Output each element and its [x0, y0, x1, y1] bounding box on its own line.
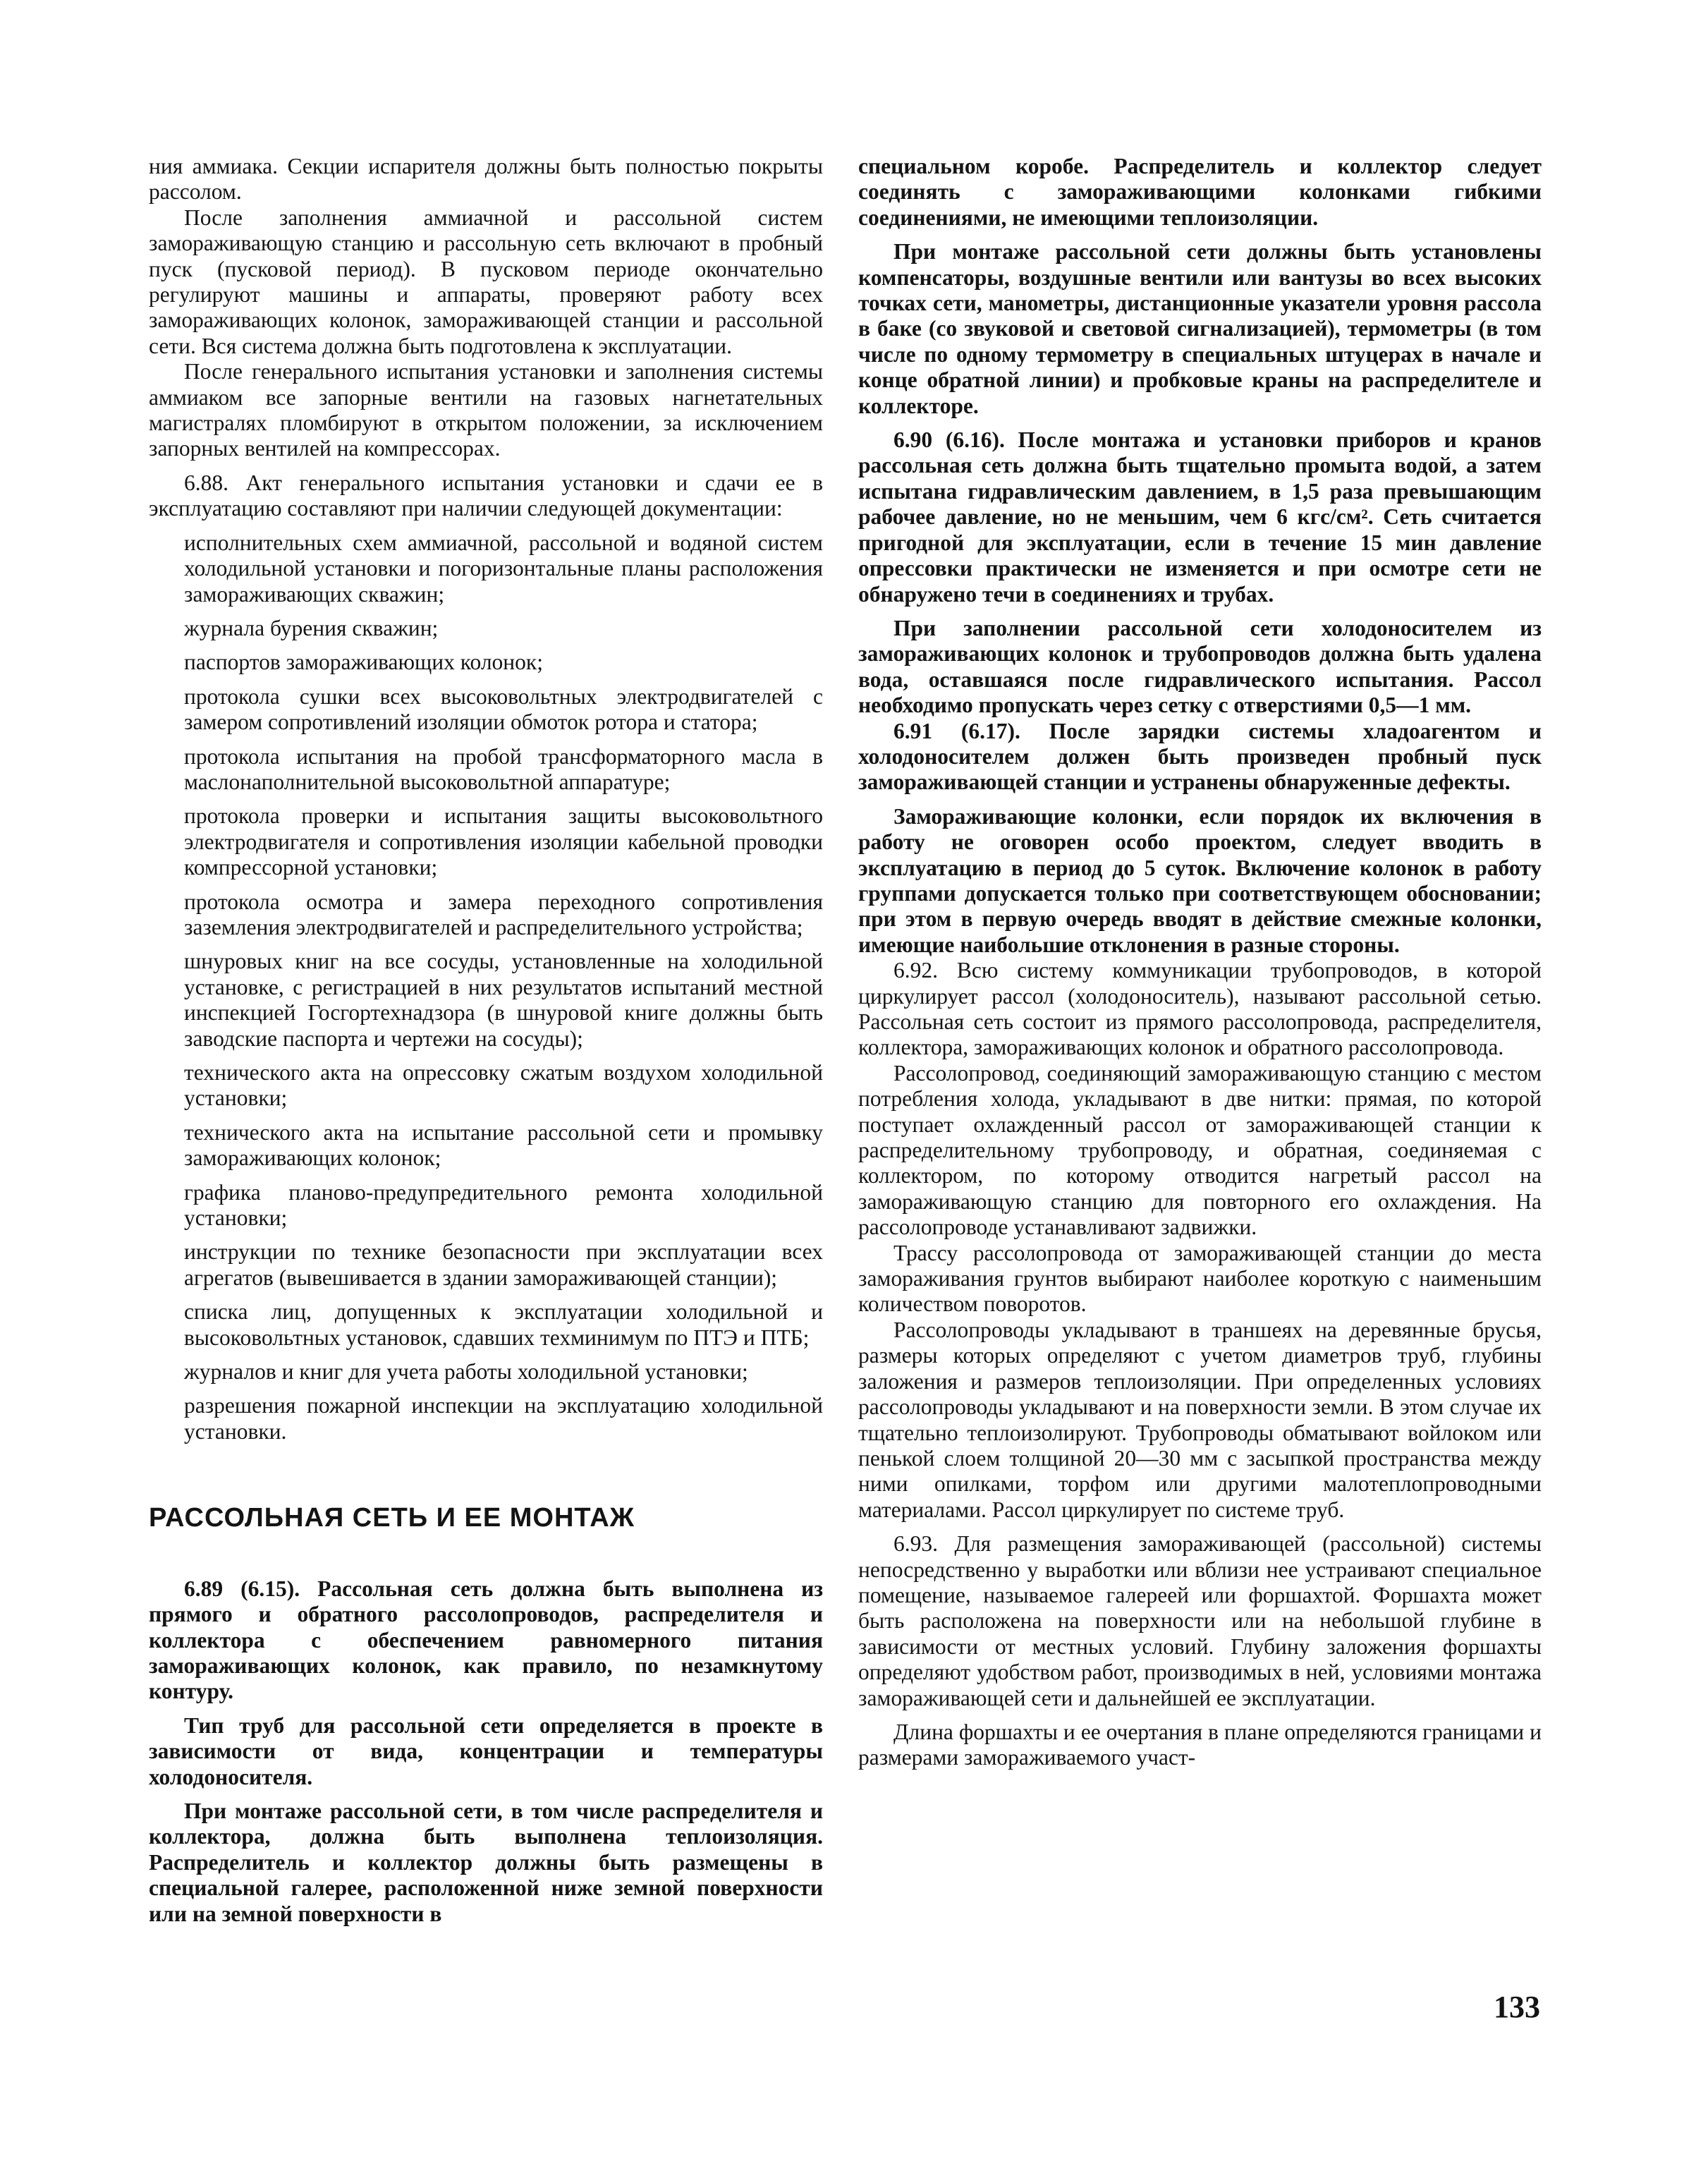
paragraph: специальном коробе. Распределитель и коллектор следует соединять с замораживающими колонками гибкими соединениями, не имеющими теплоизоляции.	[858, 154, 1542, 230]
list-item: разрешения пожарной инспекции на эксплуатацию холодильной установки.	[184, 1393, 823, 1444]
list-item: протокола осмотра и замера переходного сопротивления заземления электродвигателей и распределительного устройства;	[184, 889, 823, 939]
paragraph: Рассолопроводы укладывают в траншеях на деревянные брусья, размеры которых определяют с учетом диаметров труб, глубины заложения и размеров теплоизоляции. При определенных условиях рассолопроводы укладывают и на поверхности земли. В этом случае их тщательно теплоизолируют. Трубопроводы обматывают войлоком или пенькой слоем толщиной 20—30 мм с засыпкой пространства между ними опилками, торфом или другими малотеплопроводными материалами. Рассол циркулирует по системе труб.	[858, 1317, 1542, 1522]
list-item: технического акта на опрессовку сжатым воздухом холодильной установки;	[184, 1060, 823, 1111]
list-item: инструкции по технике безопасности при эксплуатации всех агрегатов (вывешивается в здании замораживающей станции);	[184, 1239, 823, 1290]
paragraph: При монтаже рассольной сети должны быть установлены компенсаторы, воздушные вентили или вантузы во всех высоких точках сети, манометры, дистанционные указатели уровня рассола в баке (со звуковой и световой сигнализацией), термометры (в том числе по одному термометру в специальных штуцерах в начале и конце обратной линии) и пробковые краны на распределителе и коллекторе.	[858, 239, 1542, 418]
paragraph: 6.88. Акт генерального испытания установки и сдачи ее в эксплуатацию составляют при наличии следующей документации:	[149, 470, 823, 521]
paragraph: 6.93. Для размещения замораживающей (рассольной) системы непосредственно у выработки или вблизи нее устраивают специальное помещение, называемое галереей или форшахтой. Форшахта может быть расположена на поверхности или на небольшой глубине в зависимости от местных условий. Глубину заложения форшахты определяют удобством работ, производимых в ней, условиями монтажа замораживающей сети и дальнейшей ее эксплуатации.	[858, 1531, 1542, 1710]
list-item: протокола испытания на пробой трансформаторного масла в маслонаполнительной высоковольтной аппаратуре;	[184, 743, 823, 794]
list-item: протокола сушки всех высоковольтных электродвигателей с замером сопротивлений изоляции обмоток ротора и статора;	[184, 683, 823, 735]
paragraph: После заполнения аммиачной и рассольной систем замораживающую станцию и рассольную сеть включают в пробный пуск (пусковой период). В пусковом периоде окончательно регулируют машины и аппараты, проверяют работу всех замораживающих колонок, замораживающей станции и рассольной сети. Вся система должна быть подготовлена к эксплуатации.	[149, 205, 823, 358]
paragraph: Тип труб для рассольной сети определяется в проекте в зависимости от вида, концентрации и температуры холодоносителя.	[149, 1712, 823, 1789]
list-item: исполнительных схем аммиачной, рассольной и водяной систем холодильной установки и погоризонтальные планы расположения замораживающих скважин;	[184, 530, 823, 607]
list-item: шнуровых книг на все сосуды, установленные на холодильной установке, с регистрацией в них результатов испытаний местной инспекцией Госгортехнадзора (в шнуровой книге должны быть заводские паспорта и чертежи на сосуды);	[184, 949, 823, 1051]
documentation-list	[149, 530, 823, 1445]
paragraph: 6.92. Всю систему коммуникации трубопроводов, в которой циркулирует рассол (холодоноситель), называют рассольной сетью. Рассольная сеть состоит из прямого рассолопровода, распределителя, коллектора, замораживающих колонок и обратного рассолопровода.	[858, 958, 1542, 1060]
list-item: графика планово-предупредительного ремонта холодильной установки;	[184, 1179, 823, 1231]
paragraph: При заполнении рассольной сети холодоносителем из замораживающих колонок и трубопроводов должна быть удалена вода, оставшаяся после гидравлического испытания. Рассол необходимо пропускать через сетку с отверстиями 0,5—1 мм.	[858, 615, 1542, 718]
paragraph: При монтаже рассольной сети, в том числе распределителя и коллектора, должна быть выполнена теплоизоляция. Распределитель и коллектор должны быть размещены в специальной галерее, расположенной ниже земной поверхности или на земной поверхности в	[149, 1798, 823, 1926]
list-item: технического акта на испытание рассольной сети и промывку замораживающих колонок;	[184, 1119, 823, 1171]
paragraph: ния аммиака. Секции испарителя должны быть полностью покрыты рассолом.	[149, 154, 823, 205]
paragraph: 6.91 (6.17). После зарядки системы хладоагентом и холодоносителем должен быть произведен пробный пуск замораживающей станции и устранены обнаруженные дефекты.	[858, 718, 1542, 795]
paragraph: Рассолопровод, соединяющий замораживающую станцию с местом потребления холода, укладывают в две нитки: прямая, по которой поступает охлажденный рассол от замораживающей станции к распределительному трубопроводу, и обратная, соединяемая с коллектором, по которому отводится нагретый рассол на замораживающую станцию для повторного его охлаждения. На рассолопроводе устанавливают задвижки.	[858, 1060, 1542, 1240]
paragraph: 6.89 (6.15). Рассольная сеть должна быть выполнена из прямого и обратного рассолопроводов, распределителя и коллектора с обеспечением равномерного питания замораживающих колонок, как правило, по незамкнутому контуру.	[149, 1576, 823, 1704]
paragraph: Длина форшахты и ее очертания в плане определяются границами и размерами замораживаемого участ-	[858, 1719, 1542, 1770]
paragraph: После генерального испытания установки и заполнения системы аммиаком все запорные вентили на газовых нагнетательных магистралях пломбируют в открытом положении, за исключением запорных вентилей на компрессорах.	[149, 359, 823, 461]
section-heading: РАССОЛЬНАЯ СЕТЬ И ЕЕ МОНТАЖ	[149, 1503, 635, 1533]
paragraph: Трассу рассолопровода от замораживающей станции до места замораживания грунтов выбирают наиболее короткую с наименьшим количеством поворотов.	[858, 1240, 1542, 1317]
list-item: паспортов замораживающих колонок;	[184, 650, 543, 675]
left-column	[149, 154, 823, 1927]
list-item: журнала бурения скважин;	[184, 615, 439, 640]
page-number: 133	[1494, 1990, 1540, 2024]
list-item: журналов и книг для учета работы холодильной установки;	[184, 1359, 748, 1385]
paragraph: 6.90 (6.16). После монтажа и установки приборов и кранов рассольная сеть должна быть тщательно промыта водой, а затем испытана гидравлическим давлением, в 1,5 раза превышающим рабочее давление, но не меньшим, чем 6 кгс/см². Сеть считается пригодной для эксплуатации, если в течение 15 мин давление опрессовки практически не изменяется и при осмотре сети не обнаружено течи в соединениях и трубах.	[858, 427, 1542, 607]
list-item: протокола проверки и испытания защиты высоковольтного электродвигателя и сопротивления изоляции кабельной проводки компрессорной установки;	[184, 803, 823, 880]
list-item: списка лиц, допущенных к эксплуатации холодильной и высоковольтных установок, сдавших техминимум по ПТЭ и ПТБ;	[184, 1299, 823, 1350]
right-column	[858, 154, 1542, 1771]
paragraph: Замораживающие колонки, если порядок их включения в работу не оговорен особо проектом, следует вводить в эксплуатацию в период до 5 суток. Включение колонок в работу группами допускается только при соответствующем обосновании; при этом в первую очередь вводят в действие смежные колонки, имеющие наибольшие отклонения в разные стороны.	[858, 803, 1542, 957]
